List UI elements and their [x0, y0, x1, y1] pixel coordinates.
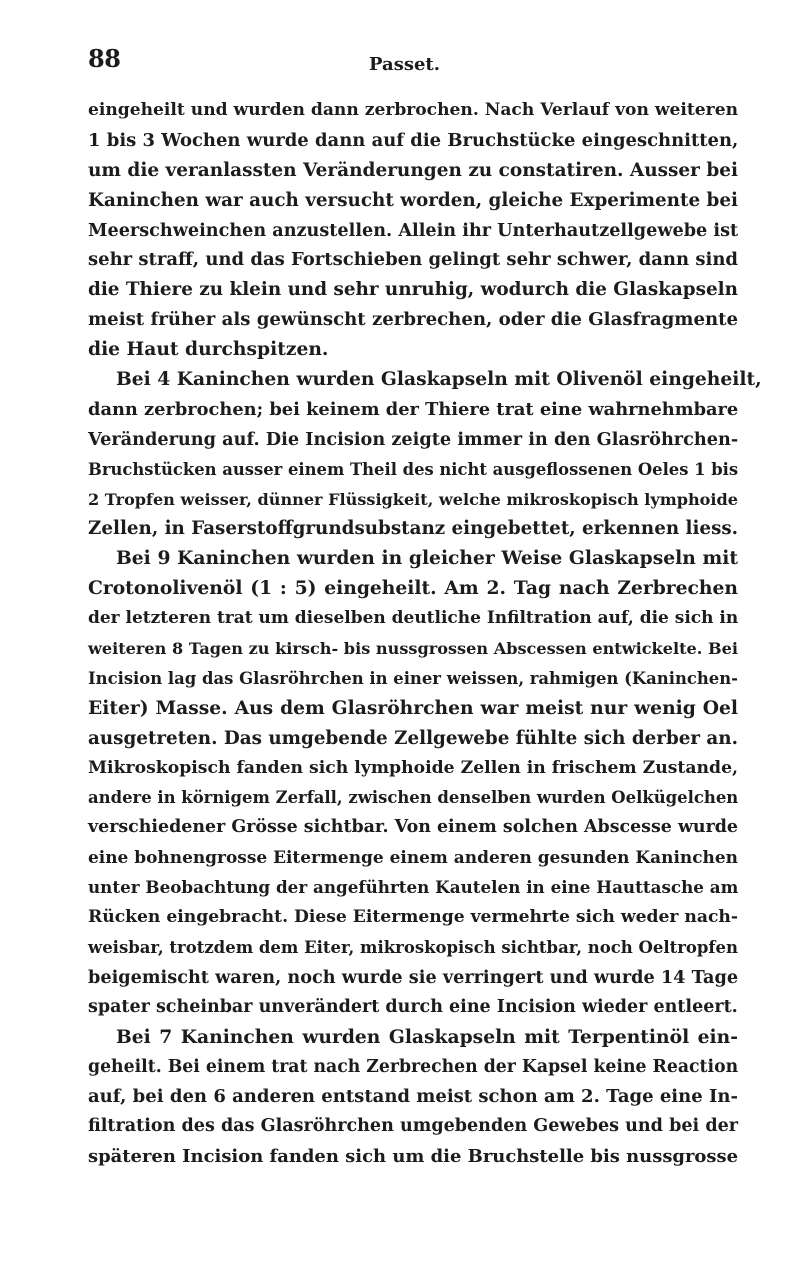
text-line: dann zerbrochen; bei keinem der Thiere trat eine wahrnehmbare: [88, 398, 739, 420]
text-line: eine bohnengrosse Eitermenge einem anderen gesunden Kaninchen: [88, 847, 738, 868]
text-line: auf, bei den 6 anderen entstand meist schon am 2. Tage eine In-: [88, 1086, 738, 1108]
text-line: eingeheilt und wurden dann zerbrochen. Nach Verlauf von weiteren: [88, 100, 738, 120]
text-line: spater scheinbar unverändert durch eine Incision wieder entleert.: [88, 996, 738, 1017]
text-line: um die veranlassten Veränderungen zu constatiren. Ausser bei: [88, 159, 739, 181]
text-line: andere in körnigem Zerfall, zwischen denselben wurden Oelkügelchen: [88, 788, 739, 808]
text-line: geheilt. Bei einem trat nach Zerbrechen der Kapsel keine Reaction: [88, 1056, 739, 1077]
text-line: Bei 7 Kaninchen wurden Glaskapseln mit Terpentinöl ein-: [116, 1025, 738, 1048]
text-line: späteren Incision fanden sich um die Bruchstelle bis nussgrosse: [88, 1146, 738, 1168]
text-line: sehr straff, und das Fortschieben gelingt sehr schwer, dann sind: [88, 249, 739, 271]
text-line: Bruchstücken ausser einem Theil des nicht ausgeflossenen Oeles 1 bis: [88, 459, 739, 479]
running-head: Passet.: [369, 54, 441, 75]
page-number: 88: [88, 44, 121, 73]
text-line: der letzteren trat um dieselben deutliche Infiltration auf, die sich in: [88, 608, 739, 629]
text-line: unter Beobachtung der angeführten Kautelen in eine Hauttasche am: [88, 877, 739, 898]
page-header: [88, 44, 728, 84]
text-line: weisbar, trotzdem dem Eiter, mikroskopisch sichtbar, noch Oeltropfen: [88, 937, 738, 957]
text-line: beigemischt waren, noch wurde sie verringert und wurde 14 Tage: [88, 966, 739, 988]
text-line: filtration des das Glasröhrchen umgebenden Gewebes und bei der: [88, 1116, 738, 1137]
text-line: Bei 9 Kaninchen wurden in gleicher Weise Glaskapseln mit: [116, 547, 738, 570]
text-line: Bei 4 Kaninchen wurden Glaskapseln mit Olivenöl eingeheilt,: [116, 368, 762, 391]
text-line: 2 Tropfen weisser, dünner Flüssigkeit, welche mikroskopisch lymphoide: [88, 489, 738, 509]
text-line: 1 bis 3 Wochen wurde dann auf die Bruchstücke eingeschnitten,: [88, 129, 739, 151]
text-line: Zellen, in Faserstoffgrundsubstanz eingebettet, erkennen liess.: [88, 518, 739, 540]
text-line: die Thiere zu klein und sehr unruhig, wodurch die Glaskapseln: [88, 279, 738, 301]
text-line: Eiter) Masse. Aus dem Glasröhrchen war meist nur wenig Oel: [88, 696, 738, 719]
text-line: Crotonolivenöl (1 : 5) eingeheilt. Am 2. Tag nach Zerbrechen: [88, 577, 738, 600]
text-line: die Haut durchspitzen.: [88, 338, 329, 361]
text-line: weiteren 8 Tagen zu kirsch- bis nussgrossen Abscessen entwickelte. Bei: [88, 639, 738, 659]
body-text: [88, 96, 762, 1172]
text-line: meist früher als gewünscht zerbrechen, oder die Glasfragmente: [88, 309, 739, 331]
text-line: Mikroskopisch fanden sich lymphoide Zellen in frischem Zustande,: [88, 757, 739, 778]
text-line: Kaninchen war auch versucht worden, gleiche Experimente bei: [88, 189, 738, 211]
text-line: Rücken eingebracht. Diese Eitermenge vermehrte sich weder nach-: [88, 907, 738, 928]
text-line: Meerschweinchen anzustellen. Allein ihr Unterhautzellgewebe ist: [88, 219, 739, 241]
text-line: verschiedener Grösse sichtbar. Von einem solchen Abscesse wurde: [88, 817, 738, 838]
text-line: ausgetreten. Das umgebende Zellgewebe fühlte sich derber an.: [88, 727, 738, 749]
text-line: Incision lag das Glasröhrchen in einer weissen, rahmigen (Kaninchen-: [88, 668, 738, 688]
text-line: Veränderung auf. Die Incision zeigte immer in den Glasröhrchen-: [88, 428, 739, 450]
